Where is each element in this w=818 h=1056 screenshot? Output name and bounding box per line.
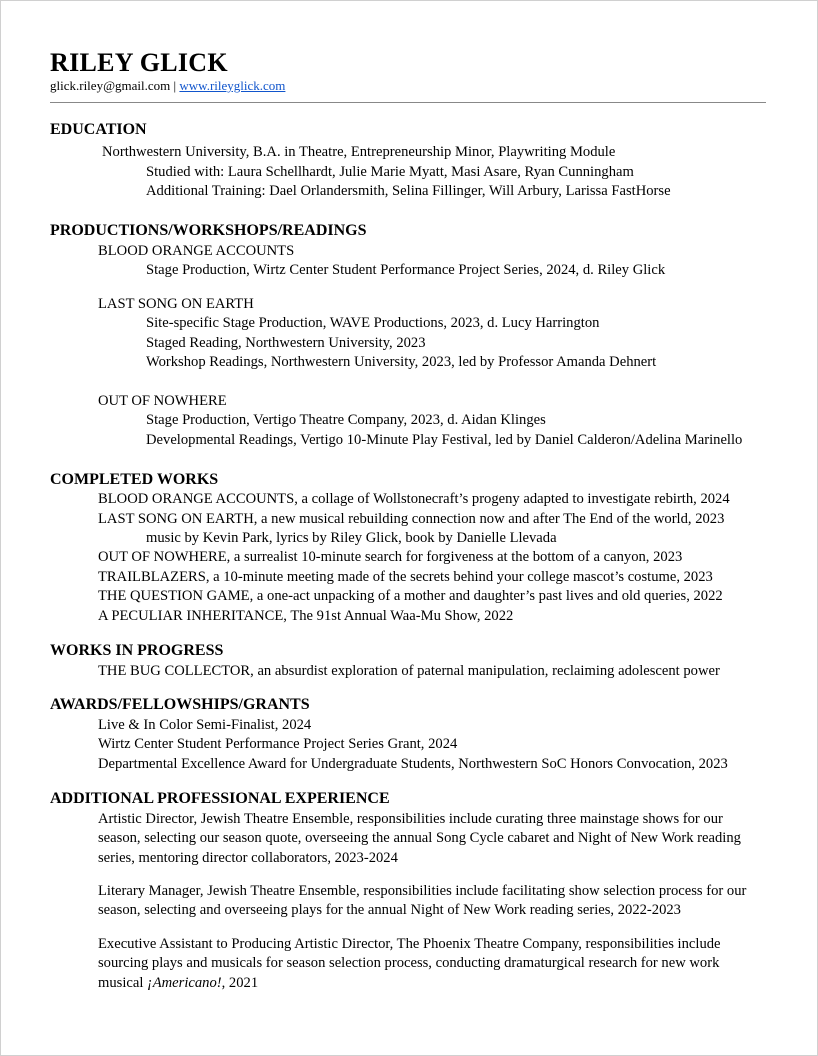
completed-works-heading: COMPLETED WORKS xyxy=(50,471,219,488)
completed-work-credits: music by Kevin Park, lyrics by Riley Glick, book by Danielle Llevada xyxy=(146,529,557,546)
production-title: BLOOD ORANGE ACCOUNTS xyxy=(98,242,295,259)
completed-work-item: A PECULIAR INHERITANCE, The 91st Annual Waa-Mu Show, 2022 xyxy=(98,607,514,624)
contact-line xyxy=(50,77,285,95)
production-detail: Workshop Readings, Northwestern University, 2023, led by Professor Amanda Dehnert xyxy=(146,354,657,370)
education-studied-with: Studied with: Laura Schellhardt, Julie Marie Myatt, Masi Asare, Ryan Cunningham xyxy=(146,163,634,180)
experience-item xyxy=(98,935,760,994)
award-item: Wirtz Center Student Performance Project Series Grant, 2024 xyxy=(98,736,458,752)
contact-separator: | xyxy=(170,78,180,93)
production-detail: Developmental Readings, Vertigo 10-Minute Play Festival, led by Daniel Calderon/Adelina Marinello xyxy=(146,431,743,448)
award-item: Live & In Color Semi-Finalist, 2024 xyxy=(98,716,312,733)
experience-text: , 2021 xyxy=(221,974,259,991)
production-detail: Stage Production, Wirtz Center Student Performance Project Series, 2024, d. Riley Glick xyxy=(146,262,666,278)
header-divider xyxy=(50,102,766,103)
website-link[interactable]: www.rileyglick.com xyxy=(179,78,286,93)
email-text: glick.riley@gmail.com xyxy=(50,78,171,93)
completed-work-item: LAST SONG ON EARTH, a new musical rebuilding connection now and after The End of the world, 2023 xyxy=(98,510,725,527)
works-in-progress-heading: WORKS IN PROGRESS xyxy=(50,642,224,659)
work-in-progress-item: THE BUG COLLECTOR, an absurdist exploration of paternal manipulation, reclaiming adolescent power xyxy=(98,662,720,679)
completed-work-item: OUT OF NOWHERE, a surrealist 10-minute search for forgiveness at the bottom of a canyon, 2023 xyxy=(98,549,683,565)
production-detail: Site-specific Stage Production, WAVE Productions, 2023, d. Lucy Harrington xyxy=(146,315,600,331)
experience-heading: ADDITIONAL PROFESSIONAL EXPERIENCE xyxy=(50,790,390,807)
experience-item: Literary Manager, Jewish Theatre Ensemble, responsibilities include facilitating show selection process for our season, selecting and overseeing plays for the annual Night of New Work reading series, 2022-2023 xyxy=(98,882,747,918)
completed-work-item: THE QUESTION GAME, a one-act unpacking of a mother and daughter’s past lives and old queries, 2022 xyxy=(98,588,723,604)
production-title: OUT OF NOWHERE xyxy=(98,392,227,409)
production-title: LAST SONG ON EARTH xyxy=(98,295,254,312)
experience-text: Executive Assistant to Producing Artistic Director, The Phoenix Theatre Company, responsibilities include sourcing plays and musicals for season selection process, conducting dramaturgical research for new work musical xyxy=(98,935,721,991)
experience-item: Artistic Director, Jewish Theatre Ensemble, responsibilities include curating three mainstage shows for our season, selecting our season quote, overseeing the annual Song Cycle cabaret and Night of New Work reading series, mentoring director collaborators, 2023-2024 xyxy=(98,810,741,866)
resume-name: RILEY GLICK xyxy=(50,48,228,77)
education-degree: Northwestern University, B.A. in Theatre, Entrepreneurship Minor, Playwriting Module xyxy=(102,144,616,160)
production-detail: Staged Reading, Northwestern University, 2023 xyxy=(146,334,426,351)
education-additional-training: Additional Training: Dael Orlandersmith, Selina Fillinger, Will Arbury, Larissa FastHorse xyxy=(146,183,671,199)
education-heading: EDUCATION xyxy=(50,121,147,138)
production-detail: Stage Production, Vertigo Theatre Company, 2023, d. Aidan Klinges xyxy=(146,412,546,428)
completed-work-item: BLOOD ORANGE ACCOUNTS, a collage of Wollstonecraft’s progeny adapted to investigate rebirth, 2024 xyxy=(98,490,730,507)
experience-italic-title: ¡Americano! xyxy=(147,974,222,991)
awards-heading: AWARDS/FELLOWSHIPS/GRANTS xyxy=(50,696,310,713)
completed-work-item: TRAILBLAZERS, a 10-minute meeting made of the secrets behind your college mascot’s costume, 2023 xyxy=(98,568,713,585)
award-item: Departmental Excellence Award for Undergraduate Students, Northwestern SoC Honors Convocation, 2023 xyxy=(98,755,728,772)
productions-heading: PRODUCTIONS/WORKSHOPS/READINGS xyxy=(50,222,367,239)
